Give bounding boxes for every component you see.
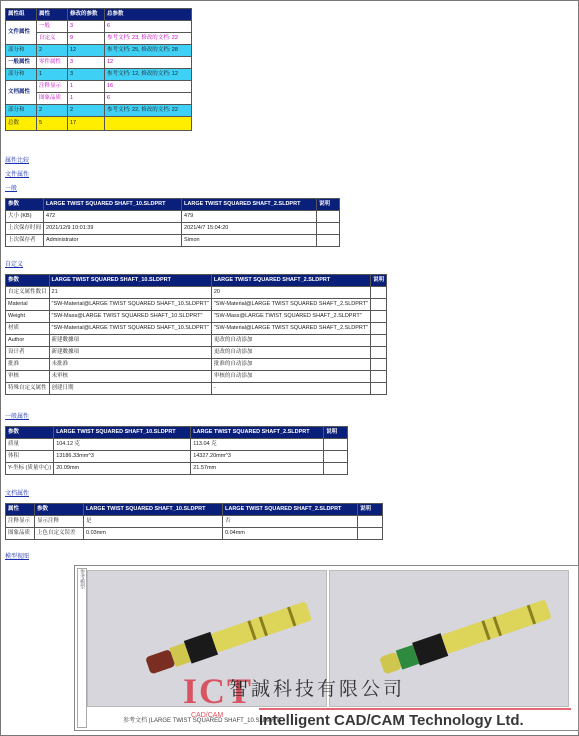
link-doc-props[interactable]: 文档属性: [5, 491, 30, 497]
link-compare[interactable]: 属性比较: [5, 158, 30, 164]
cell: 审核的自动添加: [211, 371, 370, 383]
cell: 0.03mm: [84, 528, 223, 540]
col-header: LARGE TWIST SQUARED SHAFT_10.SLDPRT: [54, 427, 191, 439]
cell: 上色自定义误差: [35, 528, 84, 540]
cell: [371, 323, 387, 335]
cell: 图象品质: [37, 93, 68, 105]
cell: [371, 383, 387, 395]
cell: [371, 311, 387, 323]
cell: 0.04mm: [223, 528, 358, 540]
table-row: [6, 463, 348, 475]
table-row: [6, 223, 340, 235]
cell: 更改的自动添加: [211, 335, 370, 347]
table-row: [6, 383, 387, 395]
col-header: LARGE TWIST SQUARED SHAFT_10.SLDPRT: [44, 199, 182, 211]
link-model-view[interactable]: 模型视图: [5, 554, 30, 560]
cell: "SW-Material@LARGE TWIST SQUARED SHAFT_10.SLDPRT": [49, 323, 211, 335]
col-header: 说明: [324, 427, 348, 439]
col-header: LARGE TWIST SQUARED SHAFT_2.SLDPRT: [223, 504, 358, 516]
cell: 注释显示: [6, 516, 35, 528]
col-header: 参数: [6, 199, 44, 211]
cell: 材质: [6, 323, 50, 335]
summary-header: 总参数: [105, 9, 192, 21]
cell: "SW-Material@LARGE TWIST SQUARED SHAFT_2.SLDPRT": [211, 323, 370, 335]
cell: 16: [105, 81, 192, 93]
cell: [358, 516, 383, 528]
cell: 20: [211, 287, 370, 299]
table-row: [6, 287, 387, 299]
logo-cn-name: 智誠科技有限公司: [229, 678, 406, 700]
table-row: [6, 371, 387, 383]
cell: 否: [223, 516, 358, 528]
cell: 17: [68, 117, 105, 131]
cell: [371, 371, 387, 383]
cell: [358, 528, 383, 540]
cell: 1: [68, 81, 105, 93]
col-header: LARGE TWIST SQUARED SHAFT_10.SLDPRT: [84, 504, 223, 516]
cell: 上次保存时间: [6, 223, 44, 235]
cell: 自定义: [37, 33, 68, 45]
cell: 部分和: [6, 45, 37, 57]
cell: 参考文档: 25, 修改的文档: 28: [105, 45, 192, 57]
cell: 104.12 克: [54, 439, 191, 451]
cell: 审核: [6, 371, 50, 383]
table-row: [6, 235, 340, 247]
group-cell: 文档属性: [6, 81, 37, 105]
cell: [317, 235, 340, 247]
col-header: LARGE TWIST SQUARED SHAFT_10.SLDPRT: [49, 275, 211, 287]
cell: "SW-Material@LARGE TWIST SQUARED SHAFT_10.SLDPRT": [49, 299, 211, 311]
total-row: [6, 117, 192, 131]
col-header: 说明: [358, 504, 383, 516]
cell: 6: [105, 21, 192, 33]
cell: [324, 439, 348, 451]
cell: 零件属性: [37, 57, 68, 69]
cell: 是: [84, 516, 223, 528]
cell: 自定义属性数目: [6, 287, 50, 299]
cell: [371, 299, 387, 311]
cell: 新建數據项: [49, 335, 211, 347]
logo-underline: [259, 708, 571, 710]
cell: 12: [105, 57, 192, 69]
cell: Administrator: [44, 235, 182, 247]
cell: 未批准: [49, 359, 211, 371]
cell: "SW-Mass@LARGE TWIST SQUARED SHAFT_10.SLDPRT": [49, 311, 211, 323]
cell: [371, 359, 387, 371]
cell: 2: [68, 105, 105, 117]
cell: 一般: [37, 21, 68, 33]
cell: 3: [68, 57, 105, 69]
cell: 3: [68, 21, 105, 33]
cell: Simon: [182, 235, 317, 247]
col-header: LARGE TWIST SQUARED SHAFT_2.SLDPRT: [182, 199, 317, 211]
cell: 12: [68, 45, 105, 57]
col-header: 参数: [6, 427, 54, 439]
cell: 参考文档: 12, 修改的文档: 12: [105, 69, 192, 81]
general-props-table: [5, 426, 348, 475]
logo-en-name: Intelligent CAD/CAM Technology Ltd.: [259, 712, 524, 729]
cell: [371, 347, 387, 359]
link-general-props[interactable]: 一般属性: [5, 414, 30, 420]
cell: [324, 451, 348, 463]
logo-ict: ICT: [183, 671, 254, 711]
cell: [324, 463, 348, 475]
cell: 设计者: [6, 347, 50, 359]
cell: 体积: [6, 451, 54, 463]
table-row: [6, 451, 348, 463]
cell: 479: [182, 211, 317, 223]
cell: 显示注释: [35, 516, 84, 528]
table-row: [6, 516, 383, 528]
cell: 参考文档: 23, 修改的文档: 22: [105, 33, 192, 45]
table-row: [6, 323, 387, 335]
company-logo: [183, 668, 575, 732]
cell: 2021/4/7 15:04:20: [182, 223, 317, 235]
link-custom[interactable]: 自定义: [5, 262, 24, 268]
cell: Weight: [6, 311, 50, 323]
cell: 特殊自定义属性: [6, 383, 50, 395]
model-side-label: 参考模型: [77, 568, 87, 728]
cell: 部分和: [6, 69, 37, 81]
cell: "SW-Mass@LARGE TWIST SQUARED SHAFT_2.SLDPRT": [211, 311, 370, 323]
cell: Material: [6, 299, 50, 311]
cell: 图象品质: [6, 528, 35, 540]
cell: 2021/12/9 10:01:39: [44, 223, 182, 235]
group-cell: 文件属性: [6, 21, 37, 45]
table-row: [6, 299, 387, 311]
cell: 472: [44, 211, 182, 223]
cell: "SW-Material@LARGE TWIST SQUARED SHAFT_2.SLDPRT": [211, 299, 370, 311]
cell: 上次保存者: [6, 235, 44, 247]
cell: 更改的自动添加: [211, 347, 370, 359]
cell: [317, 211, 340, 223]
summary-table: [5, 8, 192, 131]
col-header: 参数: [6, 275, 50, 287]
cell: 部分和: [6, 105, 37, 117]
cell: Y-坐标 (质量中心): [6, 463, 54, 475]
summary-header: 属性: [37, 9, 68, 21]
subtotal-row: [6, 105, 192, 117]
cell: 5: [37, 117, 68, 131]
cell: 20.09mm: [54, 463, 191, 475]
subtotal-row: [6, 69, 192, 81]
cell: -: [211, 383, 370, 395]
col-header: LARGE TWIST SQUARED SHAFT_2.SLDPRT: [191, 427, 324, 439]
cell: 新建數據项: [49, 347, 211, 359]
model-caption: 参考文档 (LARGE TWIST SQUARED SHAFT_10.SLDPRT): [123, 718, 282, 724]
cell: [317, 223, 340, 235]
summary-header: 修改的参数: [68, 9, 105, 21]
cell: [105, 117, 192, 131]
cell: 注释显示: [37, 81, 68, 93]
table-row: [6, 439, 348, 451]
table-row: [6, 335, 387, 347]
cell: 1: [37, 69, 68, 81]
col-header: 参数: [35, 504, 84, 516]
table-row: [6, 359, 387, 371]
cell: 质量: [6, 439, 54, 451]
cell: [371, 335, 387, 347]
cell: 13186.33mm^3: [54, 451, 191, 463]
cell: 113.04 克: [191, 439, 324, 451]
cell: 21.57mm: [191, 463, 324, 475]
table-row: [6, 211, 340, 223]
cell: 批准: [6, 359, 50, 371]
cell: 批准的自动添加: [211, 359, 370, 371]
cell: 3: [68, 69, 105, 81]
cell: Author: [6, 335, 50, 347]
link-file-props[interactable]: 文件属性: [5, 172, 30, 178]
col-header: 说明: [371, 275, 387, 287]
cell: 未审核: [49, 371, 211, 383]
cell: 总数: [6, 117, 37, 131]
col-header: LARGE TWIST SQUARED SHAFT_2.SLDPRT: [211, 275, 370, 287]
cell: 1: [68, 93, 105, 105]
general-table: [5, 198, 340, 247]
summary-header: 属性组: [6, 9, 37, 21]
cell: [371, 287, 387, 299]
group-cell: 一般属性: [6, 57, 37, 69]
cell: 6: [105, 93, 192, 105]
cell: 2: [37, 105, 68, 117]
cell: 参考文档: 22, 修改的文档: 22: [105, 105, 192, 117]
cell: 9: [68, 33, 105, 45]
table-row: [6, 347, 387, 359]
cell: 创建日期: [49, 383, 211, 395]
cell: 21: [49, 287, 211, 299]
link-general[interactable]: 一般: [5, 186, 18, 192]
doc-props-table: [5, 503, 383, 540]
logo-ict-sub: CAD/CAM: [191, 712, 224, 719]
cell: 大小 (KB): [6, 211, 44, 223]
table-row: [6, 528, 383, 540]
subtotal-row: [6, 45, 192, 57]
cell: 14327.20mm^3: [191, 451, 324, 463]
cell: 2: [37, 45, 68, 57]
col-header: 说明: [317, 199, 340, 211]
table-row: [6, 311, 387, 323]
custom-table: [5, 274, 387, 395]
col-header: 属性: [6, 504, 35, 516]
